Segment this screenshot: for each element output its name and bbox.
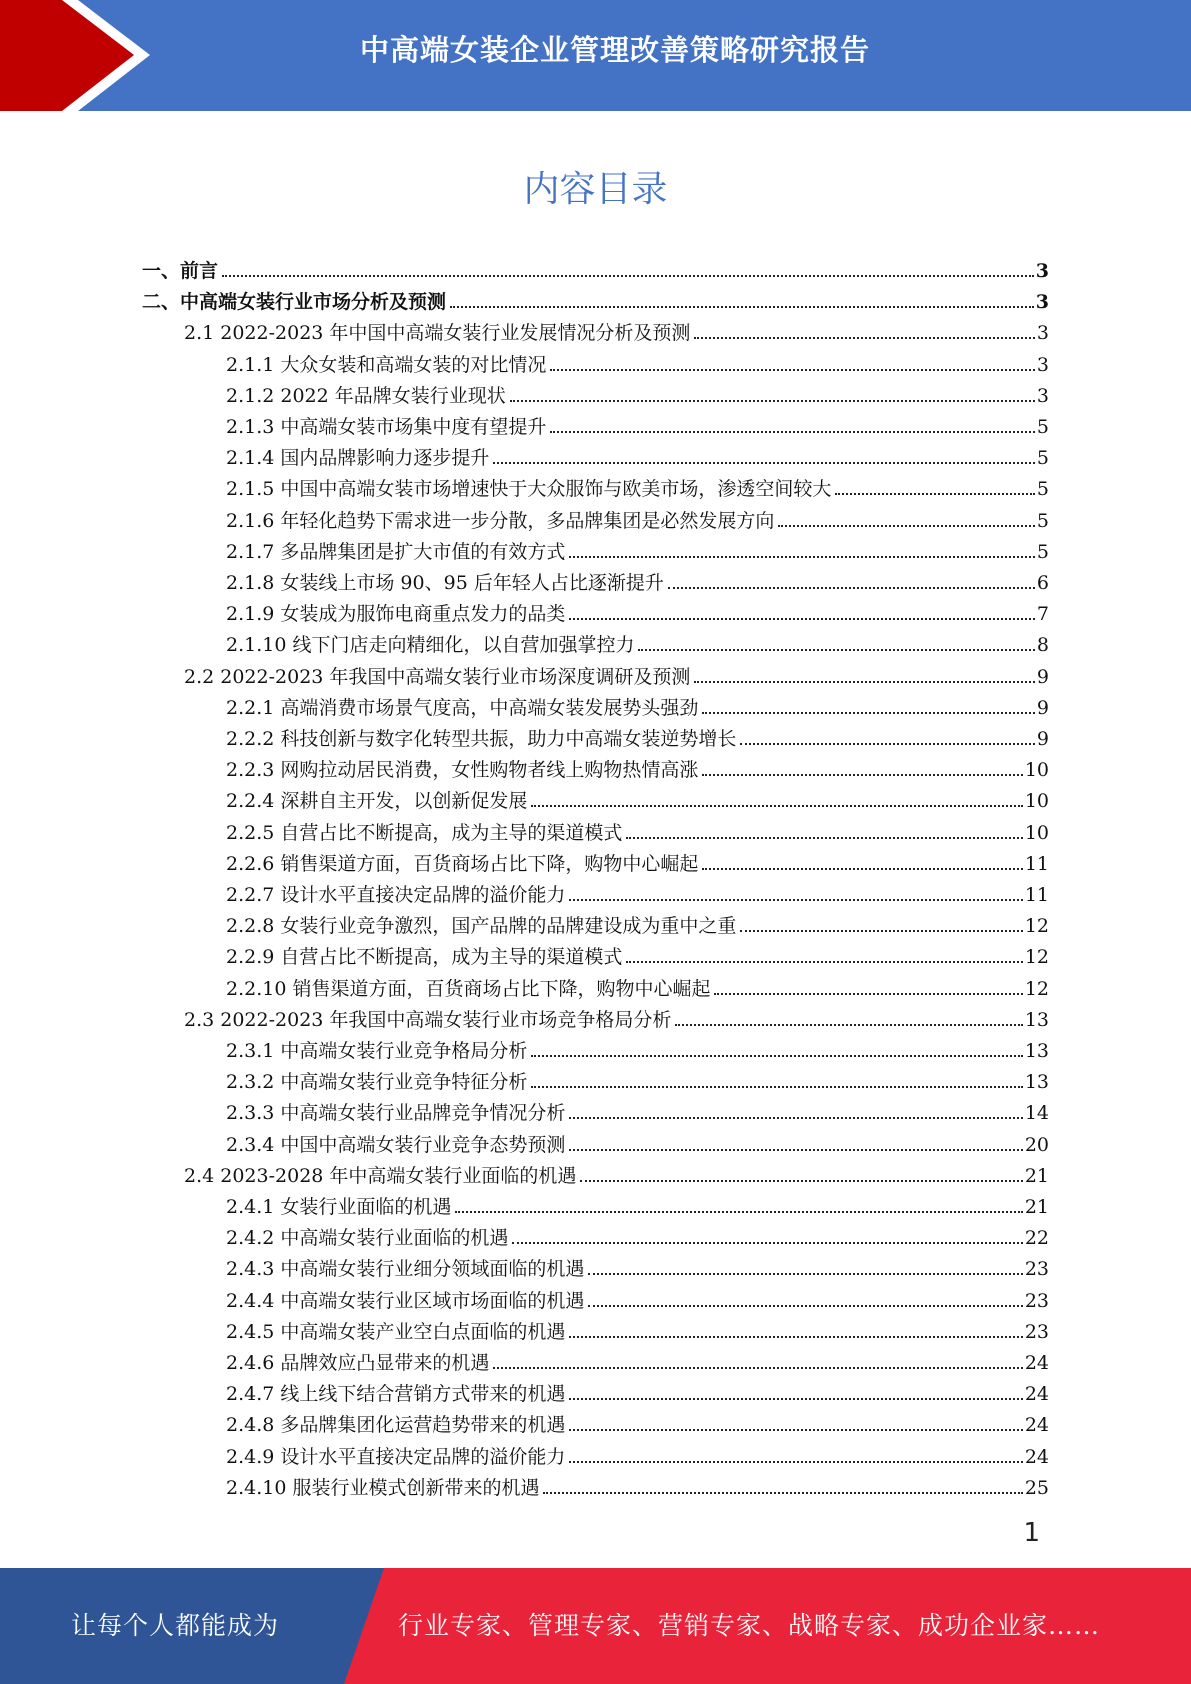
toc-entry-page: 7 (1036, 603, 1049, 626)
toc-entry-page: 5 (1036, 540, 1049, 563)
toc-entry-label: 2.3.3 中高端女装行业品牌竞争情况分析 (226, 1102, 566, 1125)
toc-entry[interactable] (226, 1406, 1049, 1437)
toc-entry-label: 2.4.5 中高端女装产业空白点面临的机遇 (226, 1320, 566, 1343)
toc-leader-dots (668, 587, 1035, 589)
toc-entry[interactable] (226, 470, 1049, 501)
toc-entry-page: 12 (1024, 977, 1049, 1000)
toc-leader-dots (569, 618, 1035, 620)
toc-entry-label: 2.2.4 深耕自主开发，以创新促发展 (226, 790, 528, 813)
toc-entry[interactable] (226, 970, 1049, 1001)
toc-leader-dots (740, 930, 1022, 932)
toc-leader-dots (569, 1149, 1022, 1151)
toc-entry-label: 2.2.7 设计水平直接决定品牌的溢价能力 (226, 884, 566, 906)
toc-leader-dots (588, 1273, 1022, 1275)
toc-entry[interactable] (226, 1438, 1049, 1469)
report-title: 中高端女装企业管理改善策略研究报告 (359, 33, 870, 67)
toc-entry[interactable] (226, 377, 1049, 408)
toc-entry-page: 3 (1036, 384, 1049, 407)
toc-entry-page: 10 (1024, 821, 1049, 844)
toc-entry-label: 2.3.1 中高端女装行业竞争格局分析 (226, 1040, 528, 1062)
toc-entry[interactable] (142, 252, 1049, 283)
toc-leader-dots (455, 1211, 1022, 1213)
toc-entry-page: 9 (1036, 696, 1049, 719)
toc-leader-dots (550, 431, 1035, 433)
toc-entry[interactable] (226, 1282, 1049, 1313)
toc-entry-page: 13 (1024, 1071, 1049, 1094)
toc-entry-page: 5 (1036, 478, 1049, 501)
toc-entry-page: 5 (1036, 509, 1049, 532)
toc-entry[interactable] (226, 876, 1049, 907)
toc-entry[interactable] (226, 782, 1049, 813)
toc-entry-page: 11 (1024, 884, 1049, 906)
toc-leader-dots (222, 275, 1034, 277)
toc-entry-label: 一、前言 (142, 260, 219, 282)
toc-entry-label: 2.1.6 年轻化趋势下需求进一步分散，多品牌集团是必然发展方向 (226, 509, 775, 532)
toc-entry[interactable] (226, 533, 1049, 564)
toc-entry[interactable] (184, 1157, 1049, 1188)
toc-entry[interactable] (142, 283, 1049, 314)
toc-entry[interactable] (226, 814, 1049, 845)
toc-entry-page: 24 (1024, 1414, 1049, 1437)
toc-leader-dots (694, 337, 1034, 339)
toc-leader-dots (569, 1461, 1022, 1463)
toc-entry[interactable] (226, 346, 1049, 377)
toc-entry-page: 21 (1024, 1196, 1049, 1218)
page-footer (0, 1568, 1191, 1684)
toc-entry[interactable] (184, 658, 1049, 689)
toc-entry-page: 12 (1024, 915, 1049, 938)
toc-entry[interactable] (226, 1126, 1049, 1157)
toc-entry-label: 2.2.8 女装行业竞争激烈，国产品牌的品牌建设成为重中之重 (226, 915, 737, 938)
toc-leader-dots (588, 1305, 1022, 1307)
toc-leader-dots (714, 993, 1022, 995)
toc-entry-page: 14 (1024, 1102, 1049, 1125)
toc-entry[interactable] (184, 314, 1049, 345)
toc-entry-page: 9 (1036, 728, 1049, 750)
toc-leader-dots (638, 649, 1034, 651)
page-header (0, 0, 1191, 111)
toc-leader-dots (543, 1492, 1022, 1494)
toc-entry-page: 25 (1024, 1476, 1049, 1499)
toc-entry-label: 2.1.8 女装线上市场 90、95 后年轻人占比逐渐提升 (226, 572, 664, 594)
toc-entry-page: 24 (1024, 1383, 1049, 1406)
toc-entry-page: 5 (1036, 447, 1049, 470)
toc-entry-label: 2.2.2 科技创新与数字化转型共振，助力中高端女装逆势增长 (226, 728, 737, 750)
toc-entry-label: 2.3.2 中高端女装行业竞争特征分析 (226, 1071, 528, 1094)
toc-entry-page: 3 (1035, 291, 1049, 314)
toc-entry-page: 13 (1024, 1008, 1049, 1031)
toc-entry-page: 23 (1024, 1258, 1049, 1281)
toc-entry-label: 2.4.10 服装行业模式创新带来的机遇 (226, 1476, 540, 1499)
toc-leader-dots (512, 1242, 1022, 1244)
toc-entry[interactable] (226, 845, 1049, 876)
toc-entry-page: 3 (1035, 260, 1049, 282)
toc-leader-dots (702, 712, 1035, 714)
toc-entry-label: 2.1.10 线下门店走向精细化，以自营加强掌控力 (226, 634, 635, 657)
toc-entry-page: 3 (1036, 353, 1049, 376)
toc-entry-label: 2.2 2022-2023 年我国中高端女装行业市场深度调研及预测 (184, 665, 691, 688)
footer-slogan-left: 让每个人都能成为 (70, 1611, 279, 1640)
toc-entry[interactable] (226, 1219, 1049, 1250)
toc-leader-dots (835, 493, 1035, 495)
toc-entry-page: 20 (1024, 1133, 1049, 1156)
toc-leader-dots (778, 525, 1035, 527)
toc-entry-page: 24 (1024, 1445, 1049, 1468)
toc-entry-page: 23 (1024, 1289, 1049, 1312)
toc-entry-label: 2.2.3 网购拉动居民消费，女性购物者线上购物热情高涨 (226, 759, 699, 782)
toc-entry-page: 8 (1036, 634, 1049, 657)
toc-entry-page: 21 (1024, 1164, 1049, 1187)
toc-entry[interactable] (226, 502, 1049, 533)
toc-entry-label: 2.3 2022-2023 年我国中高端女装行业市场竞争格局分析 (184, 1008, 672, 1031)
toc-entry[interactable] (226, 408, 1049, 439)
toc-entry-label: 2.4.8 多品牌集团化运营趋势带来的机遇 (226, 1414, 566, 1437)
toc-leader-dots (626, 837, 1022, 839)
toc-leader-dots (569, 1117, 1022, 1119)
toc-entry[interactable] (226, 1063, 1049, 1094)
toc-entry-page: 23 (1024, 1320, 1049, 1343)
toc-leader-dots (493, 462, 1035, 464)
toc-entry-label: 2.4.9 设计水平直接决定品牌的溢价能力 (226, 1445, 566, 1468)
toc-entry-label: 2.1.7 多品牌集团是扩大市值的有效方式 (226, 540, 566, 563)
toc-leader-dots (531, 805, 1022, 807)
toc-leader-dots (531, 1086, 1022, 1088)
toc-leader-dots (569, 556, 1035, 558)
toc-leader-dots (740, 743, 1035, 745)
toc-entry-page: 11 (1024, 852, 1049, 875)
toc-leader-dots (569, 899, 1022, 901)
toc-entry[interactable] (226, 751, 1049, 782)
toc-leader-dots (450, 306, 1034, 308)
toc-entry-page: 22 (1024, 1227, 1049, 1250)
toc-leader-dots (626, 961, 1022, 963)
toc-leader-dots (580, 1180, 1022, 1182)
toc-entry-label: 2.4.2 中高端女装行业面临的机遇 (226, 1227, 509, 1250)
toc-entry-label: 2.4.1 女装行业面临的机遇 (226, 1196, 452, 1218)
toc-entry[interactable] (226, 907, 1049, 938)
toc-entry-page: 5 (1036, 416, 1049, 438)
toc-leader-dots (569, 1429, 1022, 1431)
toc-entry-label: 2.2.1 高端消费市场景气度高，中高端女装发展势头强劲 (226, 696, 699, 719)
toc-entry[interactable] (226, 1344, 1049, 1375)
toc-entry-label: 2.1.2 2022 年品牌女装行业现状 (226, 384, 506, 407)
footer-slogan-right: 行业专家、管理专家、营销专家、战略专家、成功企业家…… (398, 1611, 1101, 1640)
toc-entry-page: 24 (1024, 1352, 1049, 1374)
toc-entry-label: 2.2.6 销售渠道方面，百货商场占比下降，购物中心崛起 (226, 852, 699, 875)
toc-entry-page: 12 (1024, 946, 1049, 969)
toc-entry-label: 二、中高端女装行业市场分析及预测 (142, 291, 447, 314)
toc-entry[interactable] (226, 1250, 1049, 1281)
toc-entry[interactable] (226, 938, 1049, 969)
toc-entry[interactable] (226, 1032, 1049, 1063)
toc-entry-page: 13 (1024, 1040, 1049, 1062)
toc-leader-dots (531, 1055, 1022, 1057)
toc-leader-dots (510, 400, 1035, 402)
toc-entry-label: 2.1.5 中国中高端女装市场增速快于大众服饰与欧美市场，渗透空间较大 (226, 478, 832, 501)
toc-entry-label: 2.4 2023-2028 年中高端女装行业面临的机遇 (184, 1164, 577, 1187)
toc-entry[interactable] (226, 1188, 1049, 1219)
toc-entry-label: 2.4.6 品牌效应凸显带来的机遇 (226, 1352, 490, 1374)
toc-entry[interactable] (226, 720, 1049, 751)
toc-entry[interactable] (226, 626, 1049, 657)
toc-entry[interactable] (226, 1094, 1049, 1125)
toc-entry[interactable] (226, 1375, 1049, 1406)
toc-entry[interactable] (226, 1313, 1049, 1344)
toc-leader-dots (569, 1336, 1022, 1338)
toc-entry-label: 2.4.7 线上线下结合营销方式带来的机遇 (226, 1383, 566, 1406)
toc-entry[interactable] (226, 689, 1049, 720)
toc-heading: 内容目录 (523, 169, 668, 210)
toc-leader-dots (493, 1367, 1022, 1369)
toc-entry[interactable] (226, 564, 1049, 595)
page-number: 1 (1023, 1518, 1040, 1548)
toc-entry-page: 10 (1024, 759, 1049, 782)
toc-leader-dots (675, 1024, 1022, 1026)
toc-entry[interactable] (226, 439, 1049, 470)
toc-entry-page: 10 (1024, 790, 1049, 813)
toc-entry[interactable] (226, 1469, 1049, 1500)
toc-entry-label: 2.1.4 国内品牌影响力逐步提升 (226, 447, 490, 470)
toc-leader-dots (550, 369, 1035, 371)
toc-entry-label: 2.4.4 中高端女装行业区域市场面临的机遇 (226, 1289, 585, 1312)
toc-entry-label: 2.1 2022-2023 年中国中高端女装行业发展情况分析及预测 (184, 322, 691, 345)
toc-entry-label: 2.1.1 大众女装和高端女装的对比情况 (226, 353, 547, 376)
toc-entry-label: 2.2.9 自营占比不断提高，成为主导的渠道模式 (226, 946, 623, 969)
toc-leader-dots (702, 868, 1022, 870)
toc-entry-label: 2.1.9 女装成为服饰电商重点发力的品类 (226, 603, 566, 626)
toc-entry-page: 6 (1036, 572, 1049, 594)
toc-entry-page: 9 (1036, 665, 1049, 688)
toc-entry-label: 2.1.3 中高端女装市场集中度有望提升 (226, 416, 547, 438)
toc-entry-label: 2.4.3 中高端女装行业细分领域面临的机遇 (226, 1258, 585, 1281)
toc-leader-dots (702, 774, 1022, 776)
toc-leader-dots (569, 1398, 1022, 1400)
toc-entry-label: 2.2.10 销售渠道方面，百货商场占比下降，购物中心崛起 (226, 977, 711, 1000)
toc-entry[interactable] (226, 595, 1049, 626)
toc-leader-dots (694, 681, 1034, 683)
toc-entry-label: 2.2.5 自营占比不断提高，成为主导的渠道模式 (226, 821, 623, 844)
toc-entry-label: 2.3.4 中国中高端女装行业竞争态势预测 (226, 1133, 566, 1156)
toc-entry[interactable] (184, 1001, 1049, 1032)
toc-entry-page: 3 (1036, 322, 1049, 345)
